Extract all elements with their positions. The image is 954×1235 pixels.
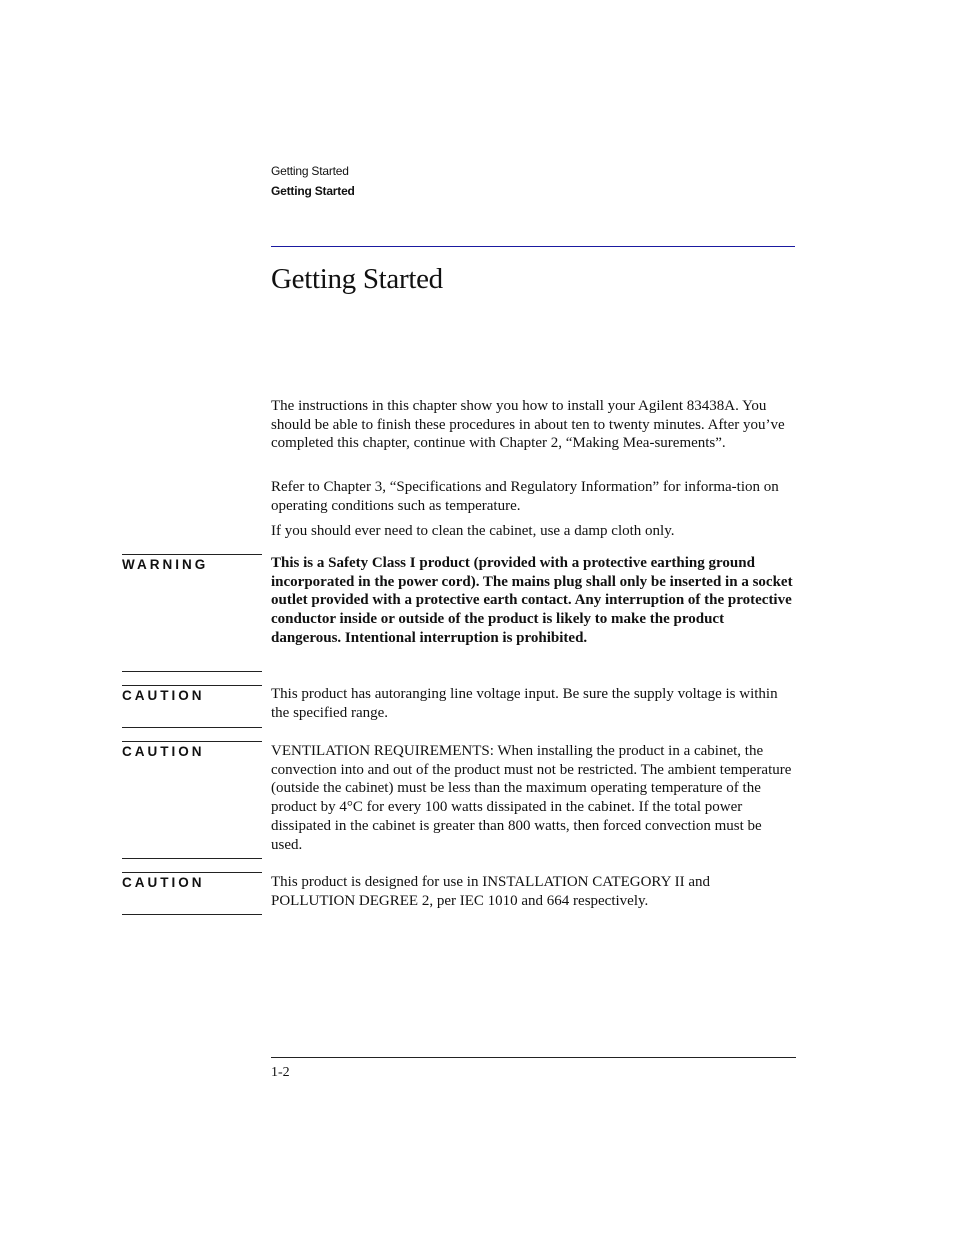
caution-1-text: This product has autoranging line voltage input. Be sure the supply voltage is within the specified range. (271, 686, 778, 721)
caution-1-label: CAUTION (122, 688, 205, 703)
running-header (271, 161, 355, 201)
caution-3-text: This product is designed for use in INSTALLATION CATEGORY II and POLLUTION DEGREE 2, per IEC 1010 and 664 respectively. (271, 874, 711, 909)
chapter-title: Getting Started (271, 263, 443, 295)
caution-3-bottom-rule (122, 914, 262, 915)
caution-2-label: CAUTION (122, 744, 205, 759)
intro-paragraph-3: If you should ever need to clean the cabinet, use a damp cloth only. (271, 523, 675, 539)
caution-1-top-rule (122, 685, 262, 686)
footer-rule (271, 1057, 796, 1058)
running-header-chapter: Getting Started (271, 164, 349, 178)
caution-1-bottom-rule (122, 727, 262, 728)
caution-3-top-rule (122, 872, 262, 873)
caution-2-top-rule (122, 741, 262, 742)
caution-2-text: VENTILATION REQUIREMENTS: When installing the product in a cabinet, the convection into and out of the product must not be restricted. The ambient temperature (outside the cabinet) must be less than the maximum operating temperature of the product by 4°C for every 100 watts dissipated in the cabinet. If the total power dissipated in the cabinet is greater than 800 watts, then forced convection must be used. (271, 743, 792, 853)
warning-text: This is a Safety Class I product (provided with a protective earthing ground incorporated in the power cord). The mains plug shall only be inserted in a socket outlet provided with a protective earth contact. Any interruption of the protective conductor inside or outside of the product is likely to make the product dangerous. Intentional interruption is prohibited. (271, 555, 793, 646)
intro-paragraph-1: The instructions in this chapter show you how to install your Agilent 83438A. You should be able to finish these procedures in about ten to twenty minutes. After you’ve completed this chapter, continue with Chapter 2, “Making Mea-surements”. (271, 398, 785, 452)
caution-3-label: CAUTION (122, 875, 205, 890)
warning-label: WARNING (122, 557, 209, 572)
intro-paragraph-2: Refer to Chapter 3, “Specifications and Regulatory Information” for informa-tion on operating conditions such as temperature. (271, 479, 779, 514)
warning-top-rule (122, 554, 262, 555)
title-rule (271, 246, 795, 247)
warning-bottom-rule (122, 671, 262, 672)
caution-2-bottom-rule (122, 858, 262, 859)
page-number: 1-2 (271, 1065, 290, 1080)
running-header-section: Getting Started (271, 184, 355, 198)
